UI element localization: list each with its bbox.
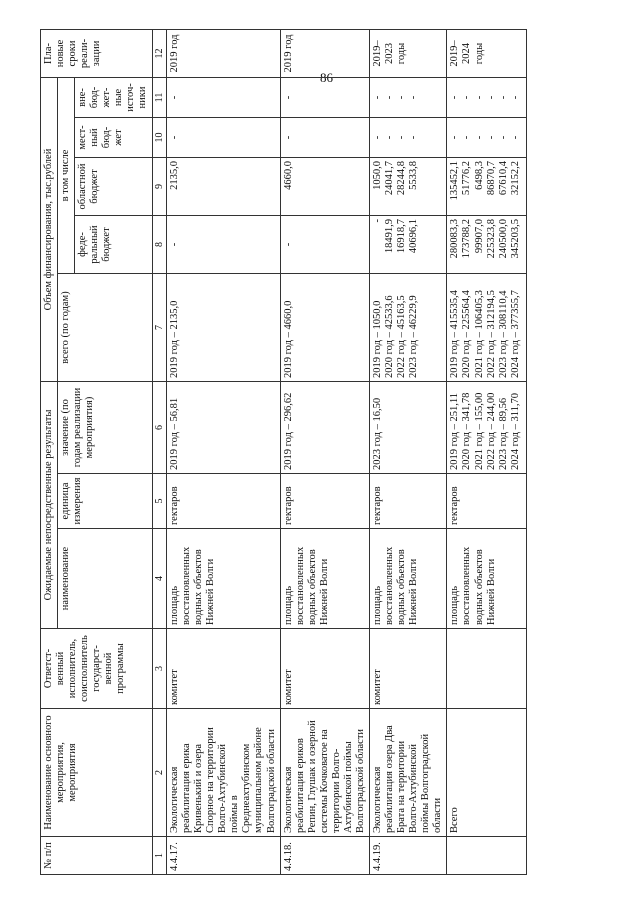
row-values: 2019 год – 56,81 (167, 382, 281, 474)
row-executor: комитет (167, 629, 281, 709)
table-row (280, 29, 369, 874)
row-local: - - - - - - (447, 118, 527, 158)
row-extrabudget: - - - - (370, 77, 447, 117)
row-total: 2019 год – 2135,0 (167, 274, 281, 382)
row-name: Экологическая реабилитация ерика Кривенький и озера Спорное на территории Волго-Ахтубинской поймы в Среднеахтубинском муниципальном районе Волгоградской области (167, 709, 281, 837)
row-regional: 2135,0 (167, 158, 281, 216)
header-federal: феде- ральный бюджет (75, 216, 152, 274)
page-number: 86 (320, 70, 333, 85)
row-terms: 2019–2024 годы (447, 29, 527, 77)
row-local: - - - - (370, 118, 447, 158)
financing-table (40, 29, 527, 875)
row-name: Экологическая реабилитация озера Два Брата на территории Волго-Ахтубинской поймы Волгоградской области (370, 709, 447, 837)
header-including: в том числе (58, 77, 75, 273)
col-num: 6 (152, 382, 167, 474)
row-regional: 1050,0 24041,7 28244,8 5533,8 (370, 158, 447, 216)
row-federal: 280083,3 173788,2 99907,0 225323,8 240500,0 345203,5 (447, 216, 527, 274)
table-row-total (447, 29, 527, 874)
col-num: 9 (152, 158, 167, 216)
row-num: 4.4.19. (370, 837, 447, 875)
row-extrabudget: - (167, 77, 281, 117)
row-local: - (167, 118, 281, 158)
rotated-table-container (40, 30, 610, 875)
col-num: 5 (152, 474, 167, 529)
row-unit: гектаров (447, 474, 527, 529)
table-row (167, 29, 281, 874)
row-federal: - (167, 216, 281, 274)
row-total: 2019 год – 415535,4 2020 год – 225564,4 2021 год – 106405,3 2022 год – 312194,5 2023 год – 308110,4 2024 год – 377355,7 (447, 274, 527, 382)
row-terms: 2019 год (167, 29, 281, 77)
row-terms: 2019–2023 годы (370, 29, 447, 77)
row-num: 4.4.17. (167, 837, 281, 875)
header-executor: Ответст- венный исполнитель, соисполнитель государст- венной программы (41, 629, 153, 709)
row-regional: 4660,0 (280, 158, 369, 216)
row-num: 4.4.18. (280, 837, 369, 875)
row-executor (447, 629, 527, 709)
row-unit: гектаров (280, 474, 369, 529)
table-row (370, 29, 447, 874)
row-unit: гектаров (167, 474, 281, 529)
header-extrabudget: вне- бюд- жет- ные источ- ники (75, 77, 152, 117)
row-unit: гектаров (370, 474, 447, 529)
header-total: всего (по годам) (58, 274, 152, 382)
header-num: № п/п (41, 837, 153, 875)
col-num: 3 (152, 629, 167, 709)
header-name: Наименование основного мероприятия, мероприятия (41, 709, 153, 837)
header-terms: Пла- новые сроки реали- зации (41, 29, 153, 77)
row-name: Экологическая реабилитация ериков Репин, Глушак и озерной системы Кочковатое на территории Волго-Ахтубинской поймы Волгоградской области (280, 709, 369, 837)
row-local: - (280, 118, 369, 158)
col-num: 7 (152, 274, 167, 382)
col-num: 1 (152, 837, 167, 875)
row-federal: - 18491,9 16918,7 40696,1 (370, 216, 447, 274)
col-num: 12 (152, 29, 167, 77)
row-result-name: площадь восстановленных водных объектов Нижней Волги (370, 529, 447, 629)
col-num: 11 (152, 77, 167, 117)
header-expected-results: Ожидаемые непосредственные результаты (41, 382, 58, 629)
row-result-name: площадь восстановленных водных объектов Нижней Волги (280, 529, 369, 629)
row-num (447, 837, 527, 875)
row-values: 2019 год – 296,62 (280, 382, 369, 474)
row-result-name: площадь восстановленных водных объектов Нижней Волги (167, 529, 281, 629)
col-num: 2 (152, 709, 167, 837)
row-terms: 2019 год (280, 29, 369, 77)
row-values: 2023 год – 16,50 (370, 382, 447, 474)
header-local: мест- ный бюд- жет (75, 118, 152, 158)
row-extrabudget: - - - - - - (447, 77, 527, 117)
row-executor: комитет (370, 629, 447, 709)
row-extrabudget: - (280, 77, 369, 117)
header-values: значение (по годам реализации мероприятия) (58, 382, 152, 474)
row-federal: - (280, 216, 369, 274)
col-num: 8 (152, 216, 167, 274)
header-regional: областной бюджет (75, 158, 152, 216)
row-values: 2019 год – 251,11 2020 год – 341,78 2021 год – 155,00 2022 год – 244,00 2023 год – 89,56 2024 год – 311,70 (447, 382, 527, 474)
header-result-name: наименование (58, 529, 152, 629)
row-executor: комитет (280, 629, 369, 709)
row-regional: 135452,1 51776,2 6498,3 86870,7 67610,4 32152,2 (447, 158, 527, 216)
col-num: 10 (152, 118, 167, 158)
col-num: 4 (152, 529, 167, 629)
header-financing: Объем финансирования, тыс.рублей (41, 77, 58, 381)
row-total: 2019 год – 1050,0 2020 год – 42533,6 2022 год – 45163,5 2023 год – 46229,9 (370, 274, 447, 382)
row-total: 2019 год – 4660,0 (280, 274, 369, 382)
column-numbers-row (152, 29, 167, 874)
row-result-name: площадь восстановленных водных объектов Нижней Волги (447, 529, 527, 629)
header-unit: единица измерения (58, 474, 152, 529)
row-name: Всего (447, 709, 527, 837)
